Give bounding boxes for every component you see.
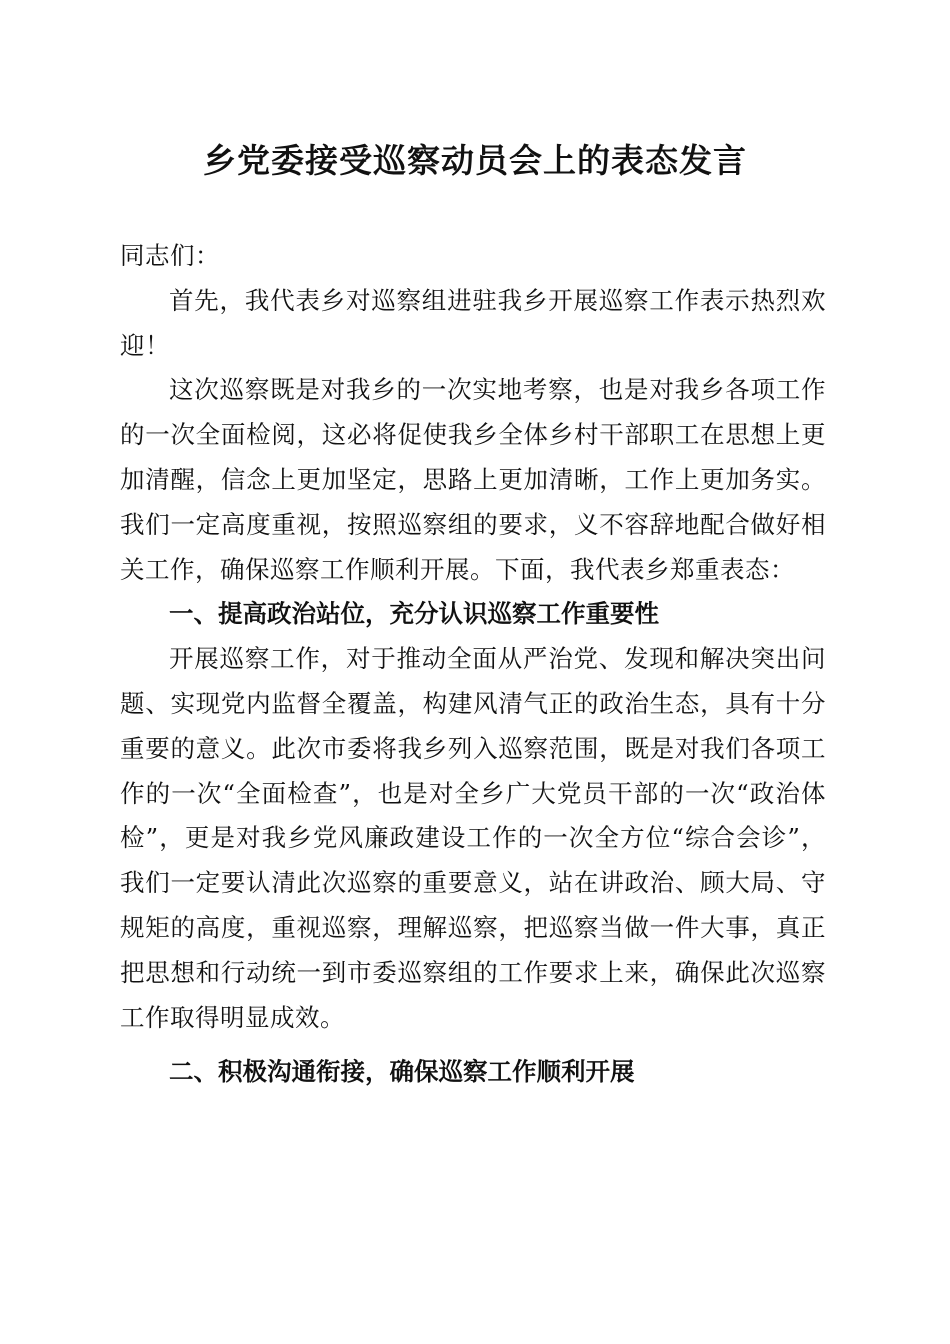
- section-heading-1: 一、提高政治站位，充分认识巡察工作重要性: [169, 599, 659, 629]
- document-body: [120, 234, 826, 1095]
- salutation: 同志们：: [120, 241, 220, 270]
- section-paragraph-1: 开展巡察工作，对于推动全面从严治党、发现和解决突出问题、实现党内监督全覆盖，构建风清气正的政治生态，具有十分重要的意义。此次市委将我乡列入巡察范围，既是对我们各项工作的一次“全面检查”，也是对全乡广大党员干部的一次“政治体检”，更是对我乡党风廉政建设工作的一次全方位“综合会诊”，我们一定要认清此次巡察的重要意义，站在讲政治、顾大局、守规矩的高度，重视巡察，理解巡察，把巡察当做一件大事，真正把思想和行动统一到市委巡察组的工作要求上来，确保此次巡察工作取得明显成效。: [120, 644, 826, 1032]
- document-title: 乡党委接受巡察动员会上的表态发言: [203, 141, 747, 180]
- paragraph-welcome: 首先，我代表乡对巡察组进驻我乡开展巡察工作表示热烈欢迎！: [120, 285, 826, 360]
- section-heading-2: 二、积极沟通衔接，确保巡察工作顺利开展: [169, 1057, 635, 1087]
- paragraph-inspection-significance: 这次巡察既是对我乡的一次实地考察，也是对我乡各项工作的一次全面检阅，这必将促使我乡全体乡村干部职工在思想上更加清醒，信念上更加坚定，思路上更加清晰，工作上更加务实。我们一定高度重视，按照巡察组的要求，义不容辞地配合做好相关工作，确保巡察工作顺利开展。下面，我代表乡郑重表态：: [120, 375, 826, 584]
